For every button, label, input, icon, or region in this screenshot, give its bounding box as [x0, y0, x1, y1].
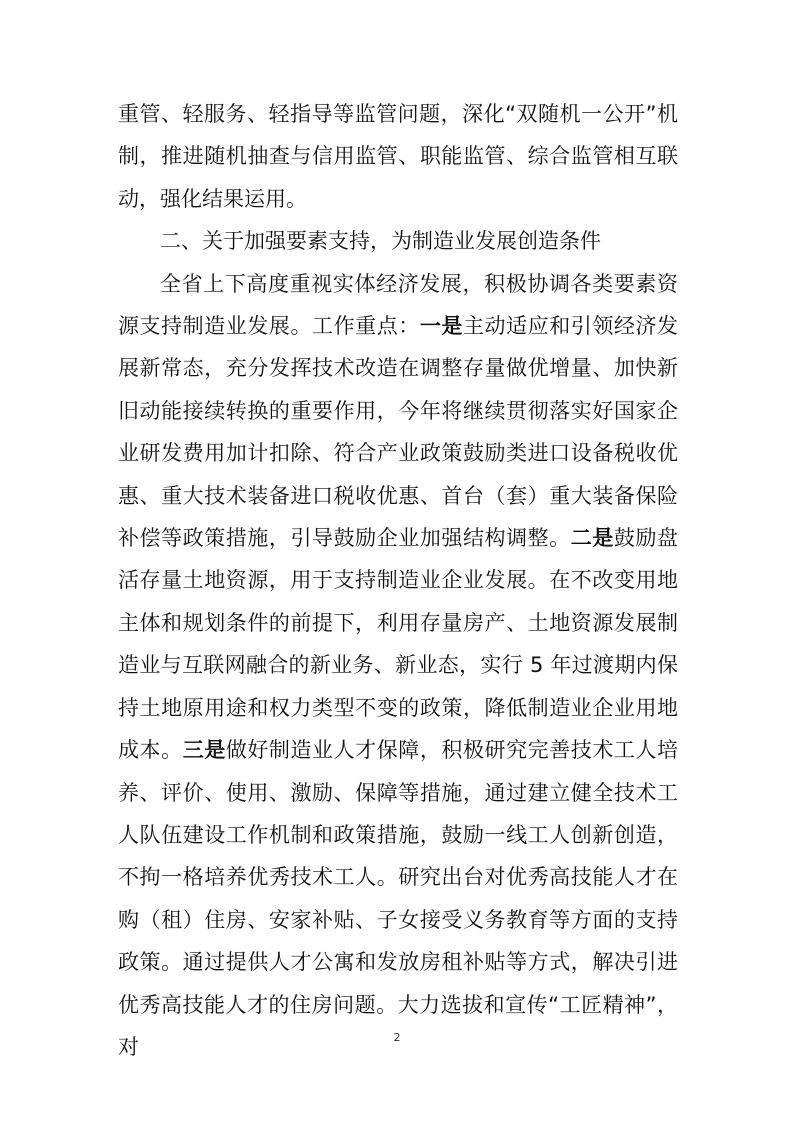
point-2-label: 二是: [570, 526, 614, 551]
point-3-text: 做好制造业人才保障，积极研究完善技术工人培养、评价、使用、激励、保障等措施，通过建立健全技术工人队伍建设工作机制和政策措施，鼓励一线工人创新创造，不拘一格培养优秀技术工人。研究出台对优秀高技能人才在购（租）住房、安家补贴、子女接受义务教育等方面的支持政策。通过提供人才公寓和发放房租补贴等方式，解决引进优秀高技能人才的住房问题。大力选拔和宣传“工匠精神”，对: [118, 738, 679, 1059]
point-1-text: 主动适应和引领经济发展新常态，充分发挥技术改造在调整存量做优增量、加快新旧动能接续转换的重要作用，今年将继续贯彻落实好国家企业研发费用加计扣除、符合产业政策鼓励类进口设备税收优惠、重大技术装备进口税收优惠、首台（套）重大装备保险补偿等政策措施，引导鼓励企业加强结构调整。: [118, 314, 679, 551]
point-2-text: 鼓励盘活存量土地资源，用于支持制造业企业发展。在不改变用地主体和规划条件的前提下，利用存量房产、土地资源发展制造业与互联网融合的新业务、新业态，实行 5 年过渡期内保持土地原用途和权力类型不变的政策，降低制造业企业用地成本。: [118, 526, 679, 763]
point-3-label: 三是: [182, 738, 226, 763]
section-paragraph: [118, 263, 678, 1069]
page-number: 2: [393, 1031, 401, 1044]
document-body: [118, 93, 678, 1068]
continuation-paragraph: 重管、轻服务、轻指导等监管问题，深化“双随机一公开”机制，推进随机抽查与信用监管、职能监管、综合监管相互联动，强化结果运用。: [118, 102, 678, 211]
point-1-label: 一是: [419, 314, 463, 339]
intro-text: 全省上下高度重视实体经济发展，积极协调各类要素资源支持制造业发展。工作重点：: [118, 271, 678, 339]
section-heading: 二、关于加强要素支持，为制造业发展创造条件: [160, 229, 601, 254]
